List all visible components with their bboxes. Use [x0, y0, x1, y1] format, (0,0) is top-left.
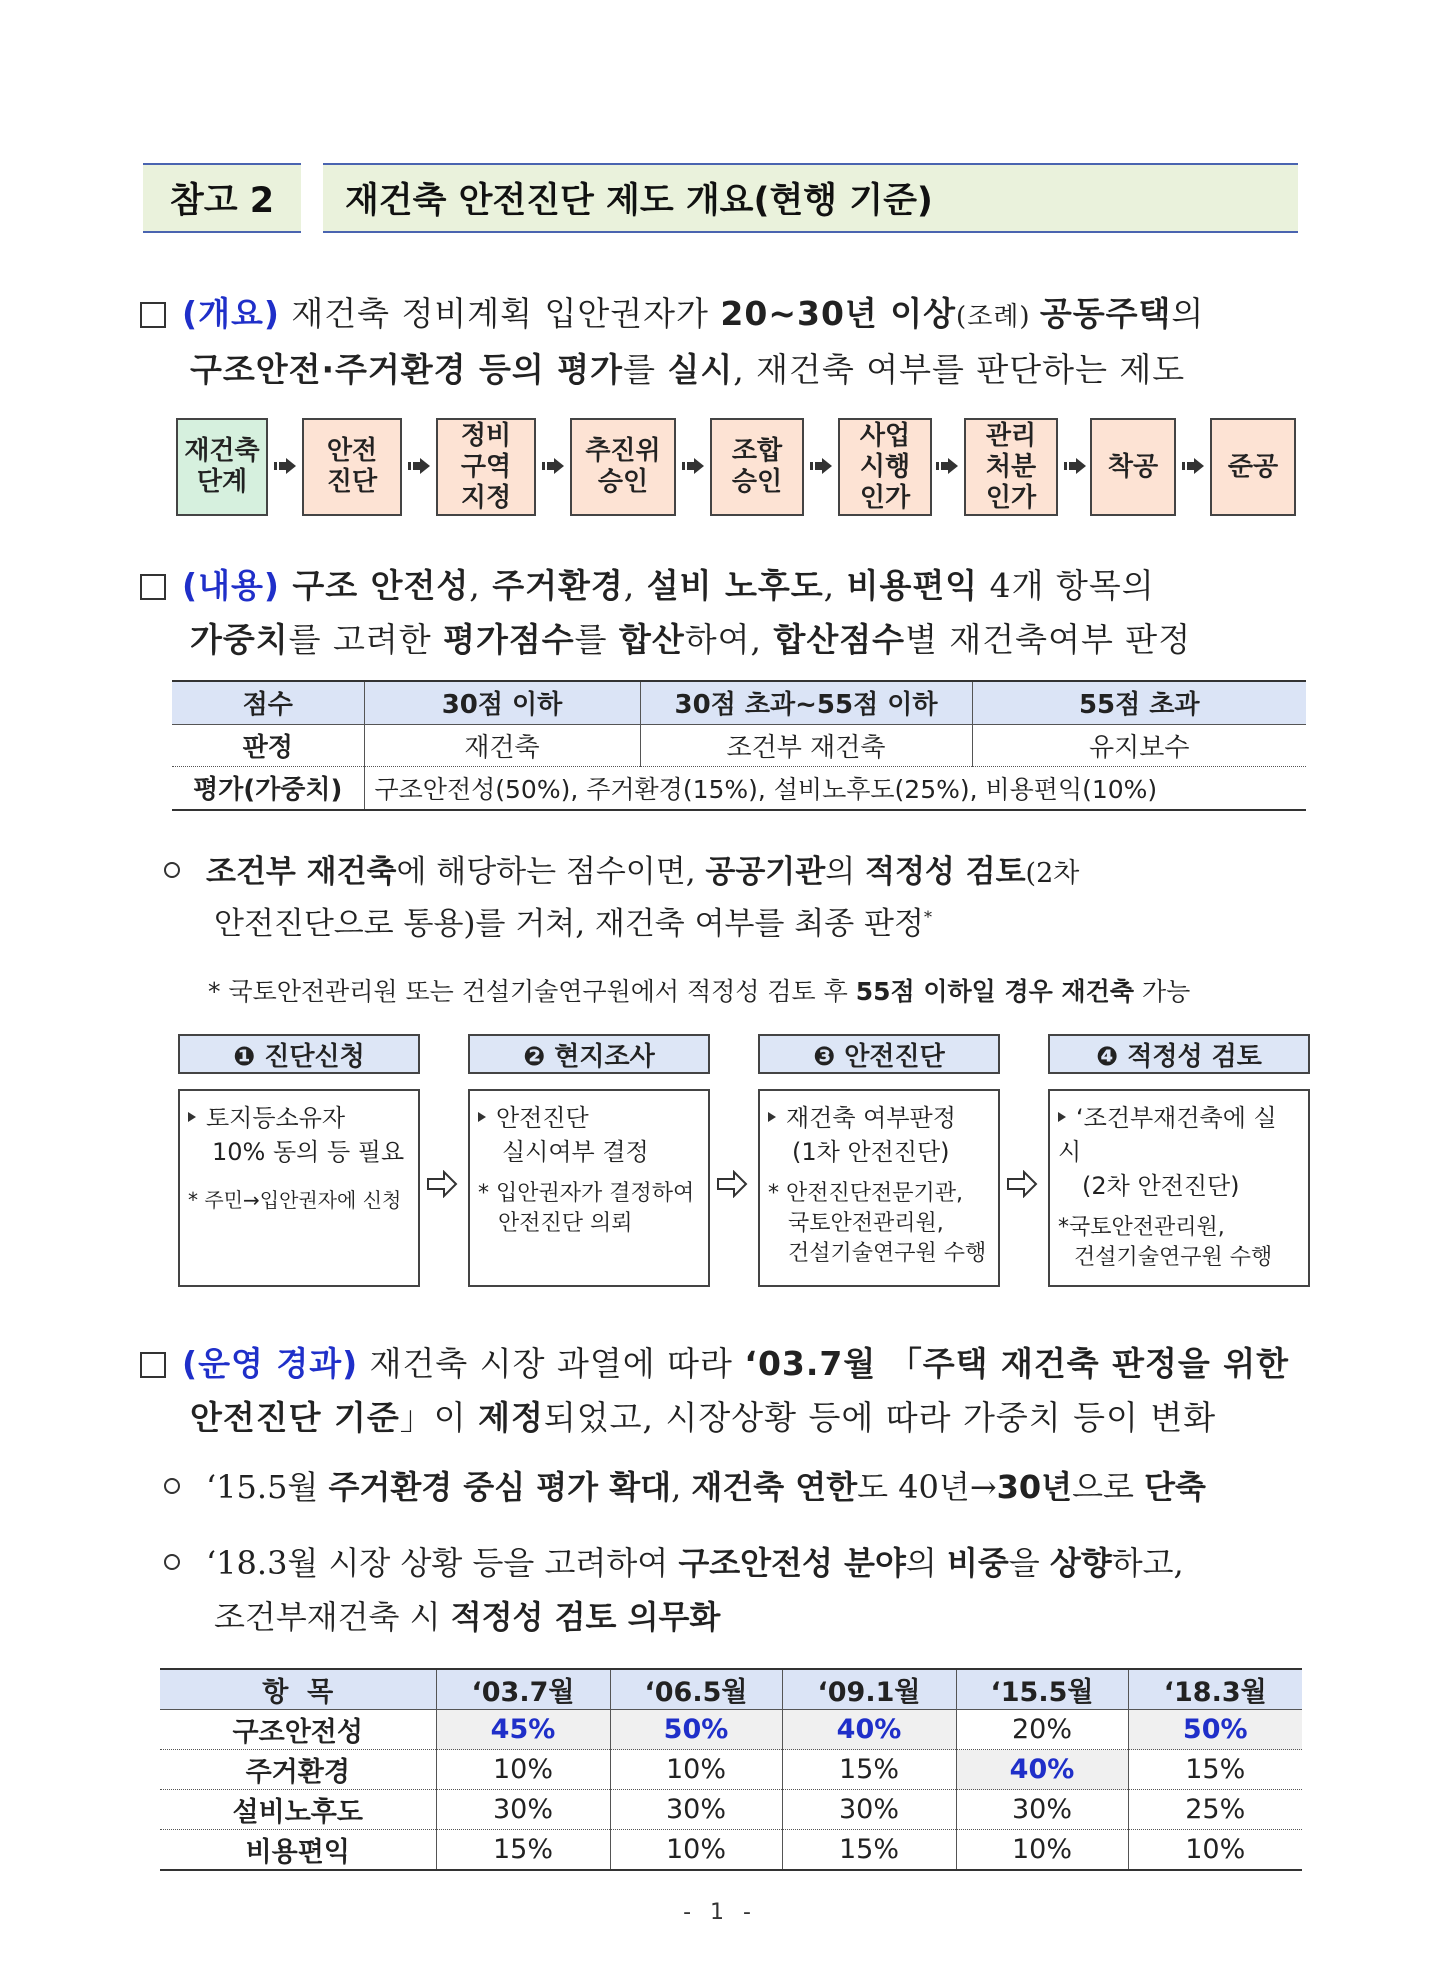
table-cell: ‘09.1월 — [782, 1669, 956, 1710]
text: 재건축 여부판정 — [786, 1104, 956, 1132]
step-title — [468, 1034, 710, 1074]
text: 안전진단 의뢰 — [498, 1211, 633, 1236]
arrow-right-icon — [1182, 458, 1204, 474]
text: * 국토안전관리원 또는 건설기술연구원에서 적정성 검토 후 — [208, 977, 856, 1006]
table-cell: 평가(가중치) — [172, 766, 364, 810]
table-cell: 30% — [436, 1790, 610, 1830]
step-title — [758, 1034, 1000, 1074]
step-body — [178, 1089, 420, 1287]
table-cell: 50% — [1128, 1710, 1302, 1750]
table-row — [172, 724, 1306, 766]
text: ❶ 진단신청 — [233, 1041, 365, 1072]
text: (2차 — [1025, 858, 1080, 889]
text: 토지등소유자 — [206, 1104, 346, 1132]
text: 인가 — [985, 482, 1037, 513]
table-cell: 주거환경 — [160, 1750, 436, 1790]
text: , — [823, 566, 847, 605]
text: * 입안권자가 결정하여 — [478, 1181, 695, 1206]
text: 안전 — [326, 436, 378, 466]
flow-stage — [1210, 418, 1296, 516]
text: 국토안전관리원, — [788, 1211, 944, 1236]
table-cell: 10% — [1185, 1834, 1246, 1865]
conditional-line-1 — [164, 846, 1079, 891]
table-cell: 유지보수 — [1089, 732, 1190, 763]
text: 추진위 — [585, 436, 661, 466]
hollow-arrow-right-icon — [716, 1170, 748, 1198]
text: , 재건축 여부를 판단하는 제도 — [733, 350, 1186, 389]
arrow-right-icon — [682, 458, 704, 474]
arrow-right-icon — [810, 458, 832, 474]
table-cell: 판정 — [172, 724, 364, 766]
text: 안전진단으로 통용)를 거쳐, 재건축 여부를 최종 판정 — [214, 906, 924, 942]
text: 재건축 시장 과열에 따라 — [358, 1344, 745, 1383]
text: 인가 — [859, 482, 911, 513]
table-cell: 15% — [1185, 1754, 1246, 1785]
step-title — [1048, 1034, 1310, 1074]
table-cell: 30점 이하 — [364, 681, 640, 724]
table-cell: 설비노후도 — [160, 1790, 436, 1830]
operation-item-2-cont — [214, 1592, 720, 1638]
text: 처분 — [985, 451, 1037, 482]
text: 의 — [825, 854, 866, 890]
table-cell: 점수 — [172, 681, 364, 724]
text: , — [469, 566, 493, 605]
flow-stage — [570, 418, 676, 516]
table-cell: 15% — [782, 1750, 956, 1790]
text: 의 — [1171, 294, 1205, 333]
text: * 안전진단전문기관, — [768, 1181, 964, 1206]
flow-stage — [710, 418, 804, 516]
text: 구조안전성 분야 — [678, 1544, 906, 1582]
conditional-line-2 — [214, 898, 932, 943]
table-row — [172, 681, 1306, 724]
text: 비중 — [946, 1544, 1009, 1582]
text: 재건축 정비계획 입안권자가 — [279, 294, 721, 333]
table-cell: 30% — [610, 1790, 782, 1830]
text: 가능 — [1134, 977, 1191, 1006]
table-row — [172, 766, 1306, 810]
arrow-right-icon — [274, 458, 296, 474]
text: 단계 — [196, 467, 248, 497]
page-number: - 1 - — [683, 1900, 757, 1925]
triangle-bullet-icon — [1058, 1112, 1066, 1122]
hollow-arrow-right-icon — [1006, 1170, 1038, 1198]
table-cell: 40% — [782, 1710, 956, 1750]
text: 20~30년 이상 — [720, 294, 957, 333]
checkbox-icon — [140, 302, 166, 328]
reference-label: 참고 2 — [169, 181, 275, 221]
content-line-2 — [190, 614, 1191, 661]
title-box — [323, 163, 1298, 233]
text: 비용편익 — [846, 566, 979, 605]
text: 상향 — [1049, 1544, 1112, 1582]
triangle-bullet-icon — [478, 1112, 486, 1122]
text: 구조 안전성 — [279, 566, 470, 605]
note-text — [478, 1179, 698, 1239]
text: 구역 — [460, 451, 512, 482]
text: 주거환경 중심 평가 확대 — [328, 1468, 672, 1506]
operation-line-2 — [190, 1392, 1216, 1439]
triangle-bullet-icon — [188, 1112, 196, 1122]
operation-line-1 — [140, 1338, 1289, 1385]
arrow-right-icon — [408, 458, 430, 474]
operation-item-2 — [164, 1538, 1184, 1584]
text: 를 — [623, 350, 668, 389]
text: 시행 — [859, 451, 911, 482]
table-cell: 45% — [436, 1710, 610, 1750]
text: 조건부재건축 시 — [214, 1598, 451, 1636]
text: 승인 — [597, 467, 649, 497]
table-cell: 30% — [956, 1790, 1128, 1830]
text: , — [671, 1468, 692, 1506]
text: 하고, — [1111, 1544, 1184, 1582]
table-cell: ‘03.7월 — [436, 1669, 610, 1710]
text: ‘15.5월 — [206, 1468, 329, 1506]
table-row — [160, 1750, 1302, 1790]
text: 조합 — [731, 436, 783, 466]
text: 구조안전·주거환경 등의 평가 — [190, 350, 624, 389]
text: 설비 노후도 — [646, 566, 824, 605]
text: (2차 안전진단) — [1082, 1172, 1240, 1200]
table-cell: 30점 초과~55점 이하 — [640, 681, 972, 724]
text: , — [623, 566, 647, 605]
content-line-1 — [140, 560, 1155, 607]
checkbox-icon — [140, 574, 166, 600]
text: ❸ 안전진단 — [813, 1041, 945, 1072]
text: * — [923, 907, 932, 927]
table-cell: 25% — [1185, 1794, 1246, 1825]
text: 하여, — [684, 620, 774, 659]
text: 건설기술연구원 수행 — [788, 1241, 987, 1266]
step-body — [1048, 1089, 1310, 1287]
table-cell: 항 목 — [160, 1669, 436, 1710]
text: ‘조건부재건축에 실시 — [1058, 1104, 1277, 1166]
table-cell: 55점 초과 — [1078, 690, 1200, 721]
table-cell: 구조안전성 — [160, 1710, 436, 1750]
text: *국토안전관리원, — [1058, 1215, 1225, 1240]
text: ‘03.7월 「주택 재건축 판정을 위한 — [744, 1344, 1289, 1383]
hollow-arrow-right-icon — [426, 1170, 458, 1198]
table-row — [160, 1790, 1302, 1830]
conditional-note — [208, 972, 1190, 1008]
text: 4개 항목의 — [978, 566, 1155, 605]
text: 지정 — [460, 482, 512, 513]
text: ❹ 적정성 검토 — [1096, 1041, 1262, 1072]
table-cell: 비용편익 — [160, 1830, 436, 1871]
text: ‘18.3월 시장 상황 등을 고려하여 — [206, 1544, 679, 1582]
table-cell: ‘06.5월 — [610, 1669, 782, 1710]
text: 안전진단 — [496, 1104, 589, 1132]
text: 재건축 연한 — [691, 1468, 858, 1506]
table-row — [160, 1710, 1302, 1750]
text: 공동주택 — [1039, 294, 1172, 333]
reference-label-box — [143, 163, 301, 233]
step-body — [468, 1089, 710, 1287]
text: 적정성 검토 의무화 — [450, 1598, 721, 1636]
table-cell: 재건축 — [364, 724, 640, 766]
score-table — [172, 680, 1306, 811]
flow-stage — [838, 418, 932, 516]
content-tag: (내용) — [182, 566, 280, 605]
step-body — [758, 1089, 1000, 1287]
table-row — [160, 1830, 1302, 1871]
arrow-right-icon — [936, 458, 958, 474]
text: 55점 이하일 경우 재건축 — [855, 977, 1134, 1006]
table-cell: ‘18.3월 — [1163, 1677, 1267, 1708]
text: 되었고, 시장상황 등에 따라 가중치 등이 변화 — [543, 1398, 1217, 1437]
text: 으로 — [1072, 1468, 1145, 1506]
text: 재건축 — [184, 436, 260, 466]
text: (1차 안전진단) — [792, 1138, 950, 1166]
overview-tag: (개요) — [182, 294, 280, 333]
text: 안전진단 기준 — [190, 1398, 400, 1437]
text: 30년 — [996, 1468, 1073, 1506]
text: 실시여부 결정 — [502, 1138, 649, 1166]
flow-stage — [302, 418, 402, 516]
flow-stage — [1090, 418, 1176, 516]
page-title: 재건축 안전진단 제도 개요(현행 기준) — [345, 181, 933, 221]
text: 합산 — [619, 620, 685, 659]
text: 을 — [1008, 1544, 1050, 1582]
text: 적정성 검토 — [865, 854, 1026, 890]
flow-stage — [436, 418, 536, 516]
arrow-right-icon — [1064, 458, 1086, 474]
arrow-right-icon — [542, 458, 564, 474]
note-text — [768, 1179, 988, 1269]
flow-stage — [176, 418, 268, 516]
table-cell: 15% — [782, 1830, 956, 1871]
text: 준공 — [1227, 451, 1279, 482]
checkbox-icon — [140, 1352, 166, 1378]
table-cell: 구조안전성(50%), 주거환경(15%), 설비노후도(25%), 비용편익(10%) — [374, 774, 1158, 804]
bullet-circle-icon — [164, 1478, 180, 1494]
table-cell: 15% — [436, 1830, 610, 1871]
bullet-circle-icon — [164, 862, 180, 878]
text: 승인 — [731, 467, 783, 497]
bullet-circle-icon — [164, 1554, 180, 1570]
text: 공공기관 — [705, 854, 826, 890]
text: 에 해당하는 점수이면, — [396, 854, 706, 890]
overview-line-2 — [190, 344, 1185, 391]
text: ❷ 현지조사 — [523, 1041, 655, 1072]
table-cell: ‘15.5월 — [956, 1669, 1128, 1710]
text: 단축 — [1144, 1468, 1206, 1506]
table-cell: 30% — [782, 1790, 956, 1830]
text: 실시 — [667, 350, 734, 389]
text: 착공 — [1107, 451, 1159, 482]
text: 도 40년→ — [857, 1468, 997, 1506]
table-cell: 10% — [956, 1830, 1128, 1871]
text: 정비 — [460, 420, 512, 451]
text: 건설기술연구원 수행 — [1074, 1245, 1273, 1270]
text: 를 고려한 — [288, 620, 444, 659]
text: 10% 동의 등 필요 — [212, 1138, 405, 1166]
text: 를 — [574, 620, 620, 659]
step-title — [178, 1034, 420, 1074]
text: (조례) — [956, 302, 1040, 332]
table-cell: 50% — [610, 1710, 782, 1750]
text: 조건부 재건축 — [206, 854, 397, 890]
table-row — [160, 1669, 1302, 1710]
text: * 주민→입안권자에 신청 — [188, 1188, 402, 1212]
text: 사업 — [859, 420, 911, 451]
overview-line-1 — [140, 288, 1204, 335]
operation-tag: (운영 경과) — [182, 1344, 359, 1383]
table-cell: 10% — [436, 1750, 610, 1790]
table-cell: 10% — [610, 1830, 782, 1871]
text: 의 — [905, 1544, 947, 1582]
text: 합산점수 — [773, 620, 906, 659]
text: 별 재건축여부 판정 — [905, 620, 1192, 659]
table-cell: 조건부 재건축 — [640, 724, 972, 766]
flow-stage — [964, 418, 1058, 516]
text: 제정 — [478, 1398, 544, 1437]
triangle-bullet-icon — [768, 1112, 776, 1122]
weight-history-table — [160, 1668, 1302, 1871]
table-cell: 20% — [956, 1710, 1128, 1750]
text: 」이 — [399, 1398, 479, 1437]
table-cell: 40% — [956, 1750, 1128, 1790]
text: 관리 — [985, 420, 1037, 451]
text: 가중치 — [190, 620, 289, 659]
text: 평가점수 — [443, 620, 575, 659]
text: 진단 — [326, 467, 378, 497]
text: 주거환경 — [492, 566, 624, 605]
operation-item-1 — [164, 1462, 1206, 1508]
table-cell: 10% — [610, 1750, 782, 1790]
note-text — [1058, 1213, 1298, 1273]
